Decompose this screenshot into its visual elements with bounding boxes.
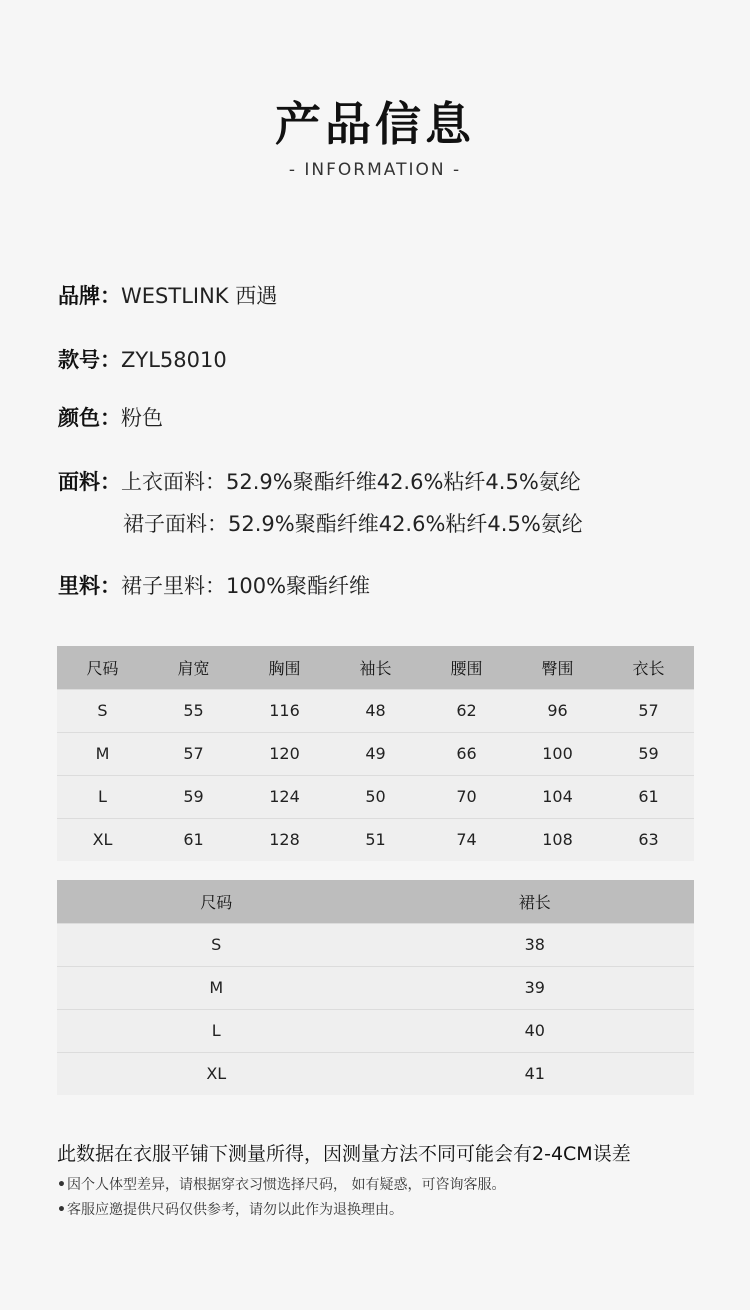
table-cell: 66 [421,732,512,775]
brand-value: WESTLINK 西遇 [121,284,278,308]
table-cell: 104 [512,775,603,818]
brand-label: 品牌： [58,284,121,308]
note-text: 因个人体型差异，请根据穿衣习惯选择尺码， 如有疑惑，可咨询客服。 [67,1177,506,1193]
style-no-value: ZYL58010 [121,348,227,372]
table-cell: 61 [603,775,694,818]
table-cell: 62 [421,689,512,732]
fabric-line-1: 上衣面料：52.9%聚酯纤维42.6%粘纤4.5%氨纶 [121,470,581,494]
fabric-row [58,466,581,496]
bullet-icon: • [57,1177,66,1193]
table-cell: 57 [603,689,694,732]
table-cell: 39 [376,966,695,1009]
fabric-line-2: 裙子面料：52.9%聚酯纤维42.6%粘纤4.5%氨纶 [123,512,583,536]
table-cell: M [57,732,148,775]
table-row [57,923,694,966]
table-cell: 49 [330,732,421,775]
color-row [58,402,163,432]
table-header-cell: 肩宽 [148,646,239,689]
table-cell: 57 [148,732,239,775]
table-cell: XL [57,818,148,861]
page-subtitle: - INFORMATION - [288,160,462,180]
table-row [57,1009,694,1052]
table-cell: 128 [239,818,330,861]
measurement-note: 此数据在衣服平铺下测量所得，因测量方法不同可能会有2-4CM误差 [57,1143,631,1165]
table-cell: 108 [512,818,603,861]
table-cell: S [57,689,148,732]
table-row [57,818,694,861]
table-cell: 63 [603,818,694,861]
table-header-row [57,646,694,689]
table-header-cell: 尺码 [57,646,148,689]
table-cell: 38 [376,923,695,966]
table-header-cell: 臀围 [512,646,603,689]
color-value: 粉色 [121,406,163,430]
style-no-row [58,344,227,374]
table-cell: M [57,966,376,1009]
page-title: 产品信息 [275,97,475,151]
brand-row [58,280,277,310]
table-cell: 124 [239,775,330,818]
color-label: 颜色： [58,406,121,430]
table-cell: 96 [512,689,603,732]
table-cell: 74 [421,818,512,861]
table-header-row [57,880,694,923]
note-item [57,1199,403,1219]
skirt-size-table [57,880,694,1095]
table-cell: S [57,923,376,966]
table-header-cell: 胸围 [239,646,330,689]
table-cell: L [57,775,148,818]
style-no-label: 款号： [58,348,121,372]
table-cell: 116 [239,689,330,732]
table-cell: 120 [239,732,330,775]
top-size-table [57,646,694,861]
table-row [57,775,694,818]
table-cell: 59 [148,775,239,818]
table-cell: 59 [603,732,694,775]
table-cell: L [57,1009,376,1052]
table-cell: 48 [330,689,421,732]
table-row [57,732,694,775]
table-header-cell: 尺码 [57,880,376,923]
table-row [57,689,694,732]
note-text: 客服应邀提供尺码仅供参考，请勿以此作为退换理由。 [67,1202,403,1218]
table-header-cell: 裙长 [376,880,695,923]
bullet-icon: • [57,1202,66,1218]
table-header-cell: 衣长 [603,646,694,689]
table-cell: 55 [148,689,239,732]
table-cell: 41 [376,1052,695,1095]
table-row [57,966,694,1009]
table-cell: 100 [512,732,603,775]
table-cell: 40 [376,1009,695,1052]
table-cell: XL [57,1052,376,1095]
lining-row [58,570,370,600]
note-item [57,1174,505,1194]
table-cell: 61 [148,818,239,861]
table-cell: 51 [330,818,421,861]
table-row [57,1052,694,1095]
table-header-cell: 袖长 [330,646,421,689]
fabric-label: 面料： [58,470,121,494]
lining-label: 里料： [58,574,121,598]
table-cell: 50 [330,775,421,818]
lining-value: 裙子里料：100%聚酯纤维 [121,574,371,598]
table-header-cell: 腰围 [421,646,512,689]
table-cell: 70 [421,775,512,818]
